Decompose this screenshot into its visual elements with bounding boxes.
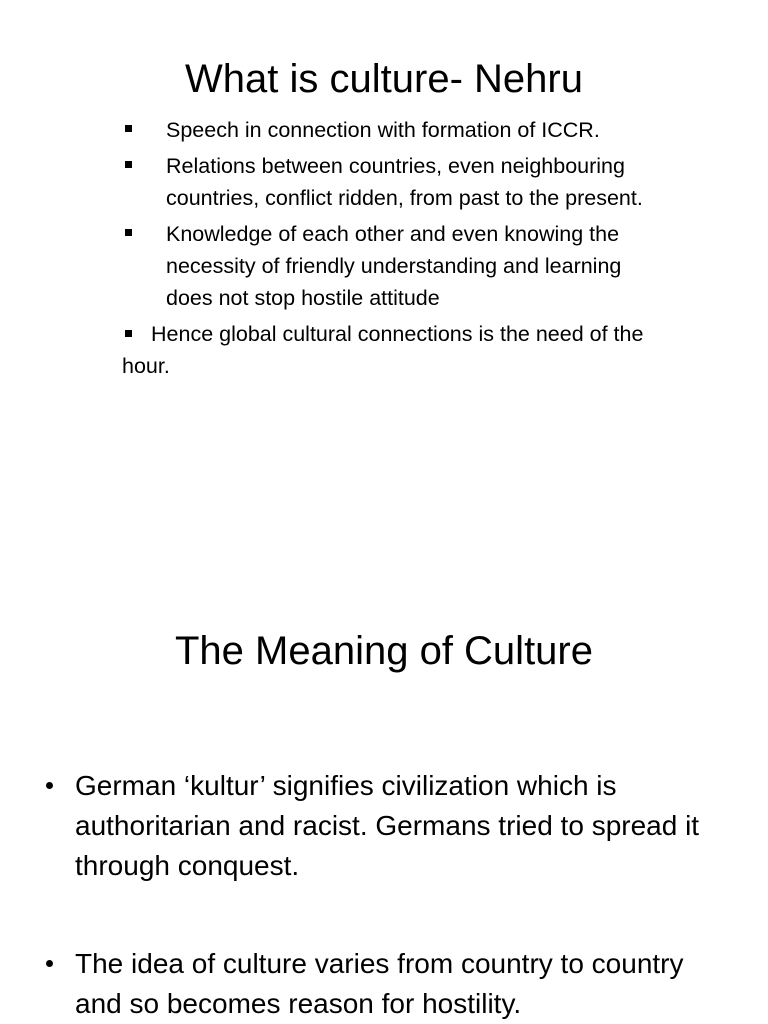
slide-meaning-of-culture (0, 600, 768, 1024)
list-item (122, 218, 652, 314)
round-bullet-icon (46, 960, 53, 967)
square-bullet-icon (125, 161, 132, 168)
bullet-text: Speech in connection with formation of ICCR. (166, 118, 600, 142)
bullet-text: The idea of culture varies from country to country and so becomes reason for hostility. (75, 948, 684, 1019)
square-bullet-icon (125, 229, 132, 236)
list-item (40, 944, 720, 1024)
list-item (122, 114, 652, 146)
slide-title: The Meaning of Culture (174, 629, 593, 673)
bullet-list (40, 766, 720, 1024)
slide-title: What is culture- Nehru (185, 57, 583, 101)
list-item (122, 318, 652, 382)
square-bullet-icon (125, 125, 132, 132)
square-bullet-icon (125, 330, 132, 337)
bullet-list (122, 114, 652, 386)
list-item (122, 150, 652, 214)
list-item (40, 766, 720, 886)
bullet-text: Relations between countries, even neighbouring countries, conflict ridden, from past to the present. (166, 154, 643, 210)
round-bullet-icon (46, 782, 53, 789)
bullet-text: German ‘kultur’ signifies civilization which is authoritarian and racist. Germans tried to spread it through conquest. (75, 770, 700, 881)
bullet-text: Hence global cultural connections is the need of the hour. (122, 322, 644, 378)
bullet-text: Knowledge of each other and even knowing the necessity of friendly understanding and learning does not stop hostile attitude (166, 222, 622, 310)
